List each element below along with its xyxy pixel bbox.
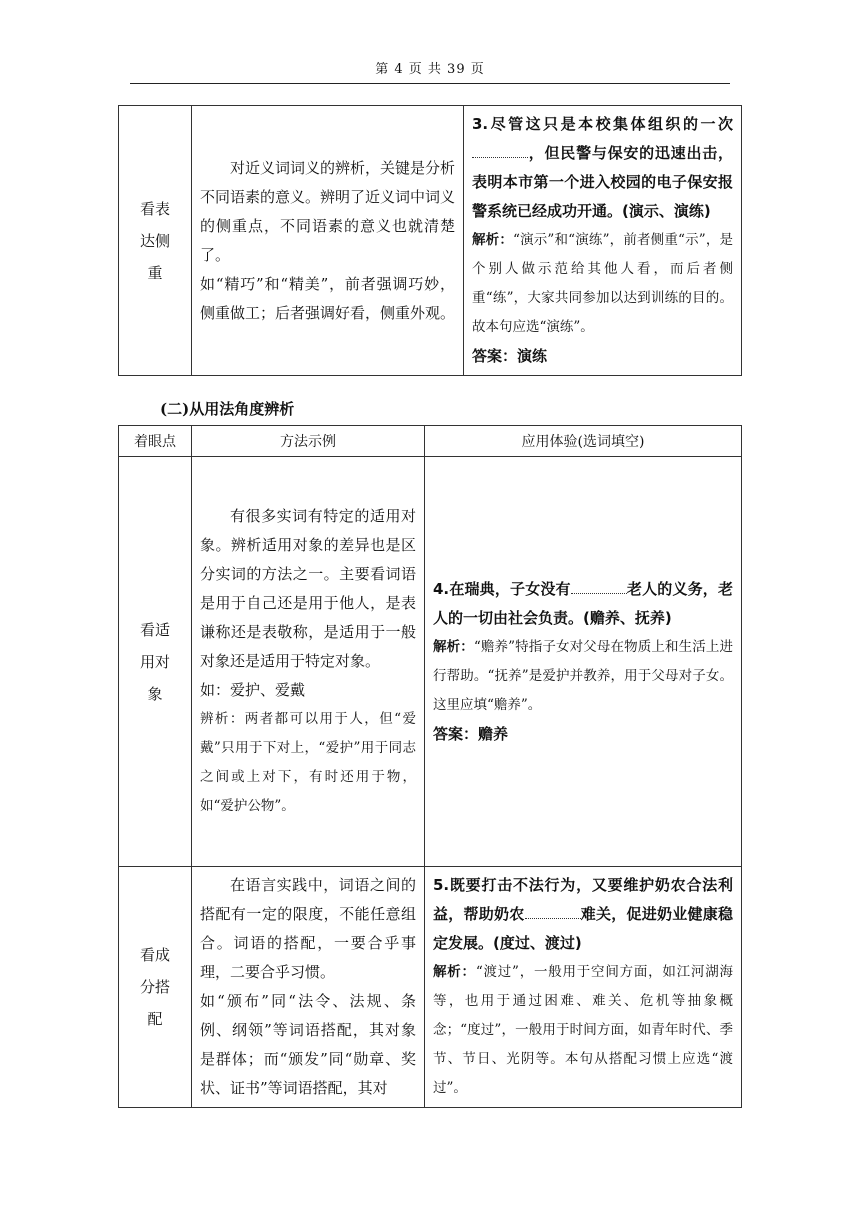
method-cell: [192, 457, 425, 867]
column-header: 应用体验(选词填空): [425, 426, 742, 457]
question-5: [433, 871, 733, 958]
key-cell: [119, 457, 192, 867]
table-row: [119, 457, 742, 867]
key-text: 看成分搭配: [139, 946, 170, 1028]
answer: [433, 720, 733, 749]
question-3: [472, 110, 733, 226]
analysis-text: “赡养”特指子女对父母在物质上和生活上进行帮助。“抚养”是爱护并教养，用于父母对子女。这里应填“赡养”。: [433, 638, 733, 713]
answer-blank: [472, 156, 528, 158]
method-paragraph: 在语言实践中，词语之间的搭配有一定的限度，不能任意组合。词语的搭配，一要合乎事理，二要合乎习惯。: [200, 876, 416, 981]
practice-cell: [464, 106, 742, 376]
analysis-label: 解析：: [433, 638, 474, 655]
method-example: 如“精巧”和“精美”，前者强调巧妙，侧重做工；后者强调好看，侧重外观。: [200, 274, 456, 322]
question-4: [433, 575, 733, 633]
question-text-a: 在瑞典，子女没有: [449, 579, 571, 598]
analysis: [433, 633, 733, 720]
answer-label: 答案：: [472, 347, 518, 365]
question-number: 3.: [472, 115, 489, 133]
practice-cell: [425, 457, 742, 867]
answer: [472, 342, 733, 371]
answer-text: 演练: [517, 347, 548, 365]
question-text-a: 尽管这只是本校集体组织的一次: [488, 115, 733, 133]
method-cell: [192, 867, 425, 1108]
key-text: 看表达侧重: [139, 199, 170, 282]
table-header-row: [119, 426, 742, 457]
answer-label: 答案：: [433, 724, 479, 743]
practice-cell: [425, 867, 742, 1108]
method-example: 如：爱护、爱戴: [200, 681, 306, 699]
method-example: 如“颁布”同“法令、法规、条例、纲领”等词语搭配，其对象是群体；而“颁发”同“勋章、奖状、证书”等词语搭配，其对: [200, 992, 416, 1097]
table-expression-focus: [118, 105, 742, 376]
method-cell: [192, 106, 464, 376]
table-row: [119, 106, 742, 376]
page-header: 第 4 页 共 39 页: [130, 58, 730, 84]
key-text: 看适用对象: [139, 620, 170, 703]
question-text-a: 既要打击不法行为，又要维护奶农合法利益，帮助奶农: [433, 876, 733, 923]
key-cell: [119, 106, 192, 376]
method-analysis: 辨析：两者都可以用于人，但“爱戴”只用于下对上，“爱护”用于同志之间或上对下，有时还用于物，如“爱护公物”。: [200, 711, 416, 814]
column-header: 着眼点: [119, 426, 192, 457]
method-paragraph: 对近义词词义的辨析，关键是分析不同语素的意义。辨明了近义词中词义的侧重点，不同语素的意义也就清楚了。: [200, 158, 456, 264]
analysis: [433, 958, 733, 1103]
table-usage: [118, 425, 742, 1108]
analysis-label: 解析：: [472, 232, 514, 248]
table-row: [119, 867, 742, 1108]
answer-text: 赡养: [478, 724, 509, 743]
question-number: 4.: [433, 579, 450, 598]
analysis-text: “演示”和“演练”，前者侧重“示”，是个别人做示范给其他人看，而后者侧重“练”，大家共同参加以达到训练的目的。故本句应选“演练”。: [472, 232, 733, 335]
analysis: [472, 226, 733, 342]
question-text-b: ，但民警与保安的迅速出击，表明本市第一个进入校园的电子保安报警系统已经成功开通。(演示、演练): [472, 144, 733, 220]
answer-blank: [571, 592, 627, 594]
method-paragraph: 有很多实词有特定的适用对象。辨析适用对象的差异也是区分实词的方法之一。主要看词语是用于自己还是用于他人，是表谦称还是表敬称，是适用于一般对象还是适用于特定对象。: [200, 507, 416, 670]
answer-blank: [525, 917, 581, 919]
analysis-text: “渡过”，一般用于空间方面，如江河湖海等，也用于通过困难、难关、危机等抽象概念；“度过”，一般用于时间方面，如青年时代、季节、节日、光阴等。本句从搭配习惯上应选“渡过”。: [433, 964, 733, 1096]
column-header: 方法示例: [192, 426, 425, 457]
analysis-label: 解析：: [433, 964, 476, 980]
section-title: (二)从用法角度辨析: [160, 400, 295, 418]
key-cell: [119, 867, 192, 1108]
question-text-b: 老人的义务，老人的一切由社会负责。(赡养、抚养): [433, 579, 733, 627]
question-number: 5.: [433, 876, 450, 894]
question-text-b: 难关，促进奶业健康稳定发展。(度过、渡过): [433, 905, 733, 952]
